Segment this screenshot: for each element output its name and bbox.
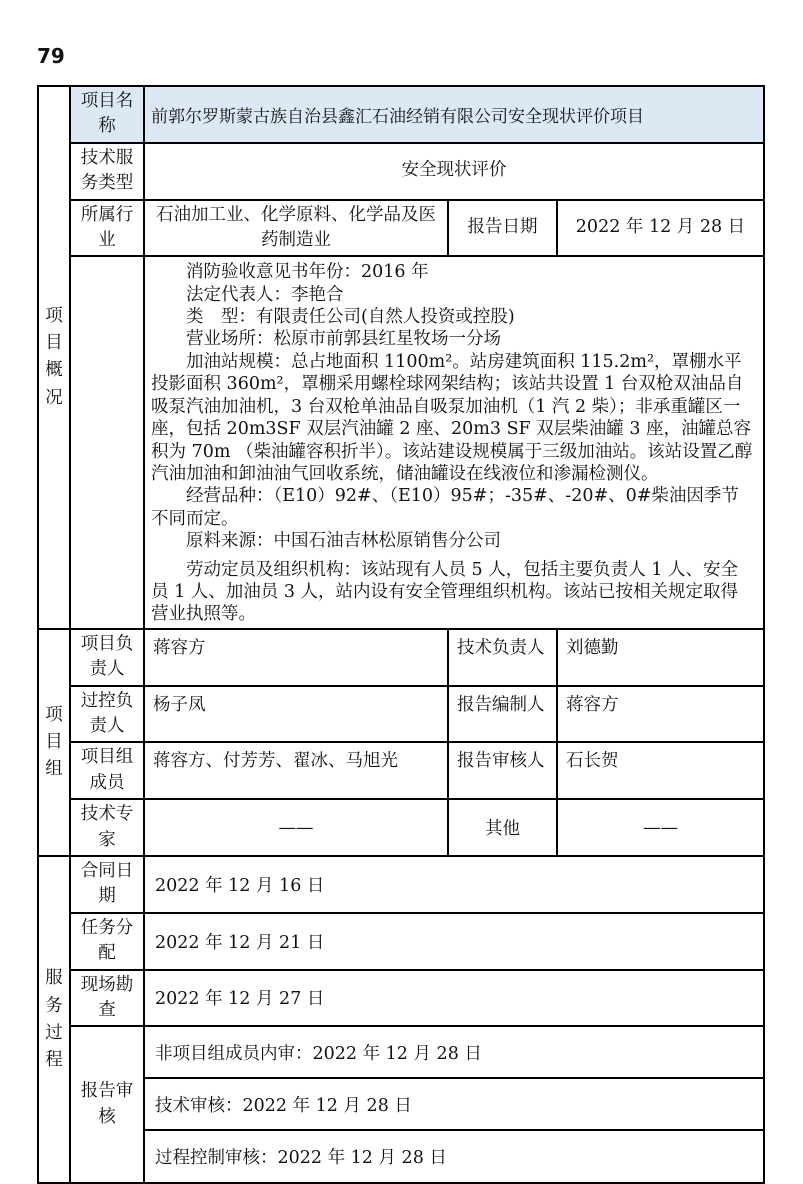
cell-project-name-value <box>144 86 764 143</box>
row-review-2 <box>38 1078 764 1130</box>
cell-overview-label-spacer <box>70 256 144 629</box>
industry-label: 所属行业 <box>80 204 134 250</box>
row-process-survey <box>38 970 764 1027</box>
team-members-label: 项目组成员 <box>80 747 134 793</box>
report-compiler-label: 报告编制人 <box>457 694 545 715</box>
industry-value: 石油加工业、化学原料、化学品及医药制造业 <box>156 204 436 250</box>
report-compiler-value: 蒋容方 <box>566 694 619 715</box>
project-name-value: 前郭尔罗斯蒙古族自治县鑫汇石油经销有限公司安全现状评价项目 <box>151 106 644 127</box>
cell-team-label2-3 <box>448 742 557 799</box>
review-process-control-value: 过程控制审核：2022 年 12 月 28 日 <box>155 1148 447 1169</box>
project-info-table <box>37 85 765 1184</box>
cell-task-assignment-value <box>144 913 764 970</box>
overview-paragraph: 加油站规模：总占地面积 1100m²。站房建筑面积 115.2m²，罩棚水平投影面积 360m²，罩棚采用螺栓球网架结构；该站共设置 1 台双枪双油品自吸泵汽油加油机，3 台双枪单油品自吸泵加油机（1 汽 2 柴）；非承重罐区一座，包括 20m3SF 双层汽油罐 2 座、20m3 SF 双层柴油罐 3 座，油罐总容积为 70m （柴油罐容积折半）。该站建设规模属于三级加油站。该站设置乙醇汽油加油和卸油油气回收系统，储油罐设在线液位和渗漏检测仪。 <box>151 351 753 484</box>
cell-team-value-3 <box>144 742 448 799</box>
contract-date-label: 合同日期 <box>80 861 134 907</box>
report-reviewer-value: 石长贺 <box>566 751 619 772</box>
cell-team-label2-4 <box>448 799 557 856</box>
other-value: —— <box>643 817 678 838</box>
cell-team-value-4 <box>144 799 448 856</box>
service-type-label: 技术服务类型 <box>80 147 134 194</box>
cell-team-value-2 <box>144 686 448 743</box>
section-label-process: 服务过程 <box>45 968 63 1070</box>
process-control-leader-value: 杨子凤 <box>153 694 206 715</box>
team-members-value: 蒋容方、付芳芳、翟冰、马旭光 <box>153 751 398 772</box>
task-assignment-value: 2022 年 12 月 21 日 <box>155 932 325 953</box>
cell-industry-value <box>144 200 448 257</box>
cell-team-label-1 <box>70 629 144 686</box>
process-control-leader-label: 过控负责人 <box>80 690 134 736</box>
cell-review-technical <box>144 1078 764 1130</box>
row-overview-text <box>38 256 764 629</box>
row-service-type <box>38 143 764 200</box>
cell-section-overview <box>38 86 70 629</box>
project-leader-value: 蒋容方 <box>153 637 206 658</box>
row-team-4 <box>38 799 764 856</box>
overview-paragraph: 营业场所：松原市前郭县红星牧场一分场 <box>186 329 501 350</box>
row-process-assignment <box>38 913 764 970</box>
cell-site-survey-label <box>70 970 144 1027</box>
section-label-project-overview: 项目概况 <box>45 306 63 408</box>
row-review-3 <box>38 1130 764 1183</box>
row-industry <box>38 200 764 257</box>
row-team-1 <box>38 629 764 686</box>
overview-paragraph: 法定代表人：李艳合 <box>186 284 344 305</box>
review-internal-value: 非项目组成员内审：2022 年 12 月 28 日 <box>155 1043 482 1064</box>
cell-team-value2-2 <box>557 686 764 743</box>
cell-overview-text <box>144 256 764 629</box>
site-survey-label: 现场勘查 <box>80 974 134 1020</box>
overview-paragraph: 劳动定员及组织机构：该站现有人员 5 人，包括主要负责人 1 人、安全员 1 人、加油员 3 人，站内设有安全管理组织机构。该站已按相关规定取得营业执照等。 <box>151 559 739 625</box>
cell-team-label-4 <box>70 799 144 856</box>
cell-team-value2-3 <box>557 742 764 799</box>
overview-paragraph: 消防验收意见书年份：2016 年 <box>186 262 429 283</box>
site-survey-value: 2022 年 12 月 27 日 <box>155 989 325 1010</box>
report-date-label: 报告日期 <box>467 217 538 238</box>
report-reviewer-label: 报告审核人 <box>457 751 545 772</box>
task-assignment-label: 任务分配 <box>80 917 134 964</box>
cell-team-label-2 <box>70 686 144 743</box>
other-label: 其他 <box>485 819 520 839</box>
report-date-value: 2022 年 12 月 28 日 <box>575 217 746 238</box>
cell-project-name-label <box>70 86 144 143</box>
project-leader-label: 项目负责人 <box>80 633 134 680</box>
cell-review-internal <box>144 1026 764 1078</box>
cell-team-label2-2 <box>448 686 557 743</box>
cell-service-type-value <box>144 143 764 200</box>
row-review-1 <box>38 1026 764 1078</box>
tech-leader-value: 刘德勤 <box>566 637 619 658</box>
cell-team-value2-4 <box>557 799 764 856</box>
review-technical-value: 技术审核：2022 年 12 月 28 日 <box>155 1095 412 1116</box>
project-name-label: 项目名称 <box>80 91 134 137</box>
cell-contract-date-label <box>70 856 144 913</box>
cell-service-type-label <box>70 143 144 200</box>
cell-team-label-3 <box>70 742 144 799</box>
contract-date-value: 2022 年 12 月 16 日 <box>155 875 325 896</box>
cell-section-process <box>38 856 70 1183</box>
cell-report-review-label <box>70 1026 144 1183</box>
cell-site-survey-value <box>144 970 764 1027</box>
cell-team-label2-1 <box>448 629 557 686</box>
cell-contract-date-value <box>144 856 764 913</box>
overview-paragraph: 经营品种：（E10）92#、（E10）95#；-35#、-20#、0#柴油因季节不同而定。 <box>151 486 739 529</box>
cell-task-assignment-label <box>70 913 144 970</box>
row-team-3 <box>38 742 764 799</box>
page-number: 79 <box>37 44 65 68</box>
service-type-value: 安全现状评价 <box>401 160 507 181</box>
section-label-team: 项目组 <box>45 704 63 779</box>
cell-report-date-label <box>448 200 557 257</box>
cell-review-process-control <box>144 1130 764 1183</box>
row-project-name <box>38 86 764 143</box>
overview-paragraph: 类 型：有限责任公司(自然人投资或控股) <box>186 307 515 328</box>
cell-industry-label <box>70 200 144 257</box>
cell-section-team <box>38 629 70 856</box>
cell-report-date-value <box>557 200 764 257</box>
row-process-contract <box>38 856 764 913</box>
overview-paragraph: 原料来源：中国石油吉林松原销售分公司 <box>186 531 501 552</box>
tech-leader-label: 技术负责人 <box>457 637 545 658</box>
report-review-label: 报告审核 <box>80 1081 134 1127</box>
tech-expert-label: 技术专家 <box>80 804 134 850</box>
row-team-2 <box>38 686 764 743</box>
cell-team-value-1 <box>144 629 448 686</box>
cell-team-value2-1 <box>557 629 764 686</box>
tech-expert-value: —— <box>278 817 314 838</box>
